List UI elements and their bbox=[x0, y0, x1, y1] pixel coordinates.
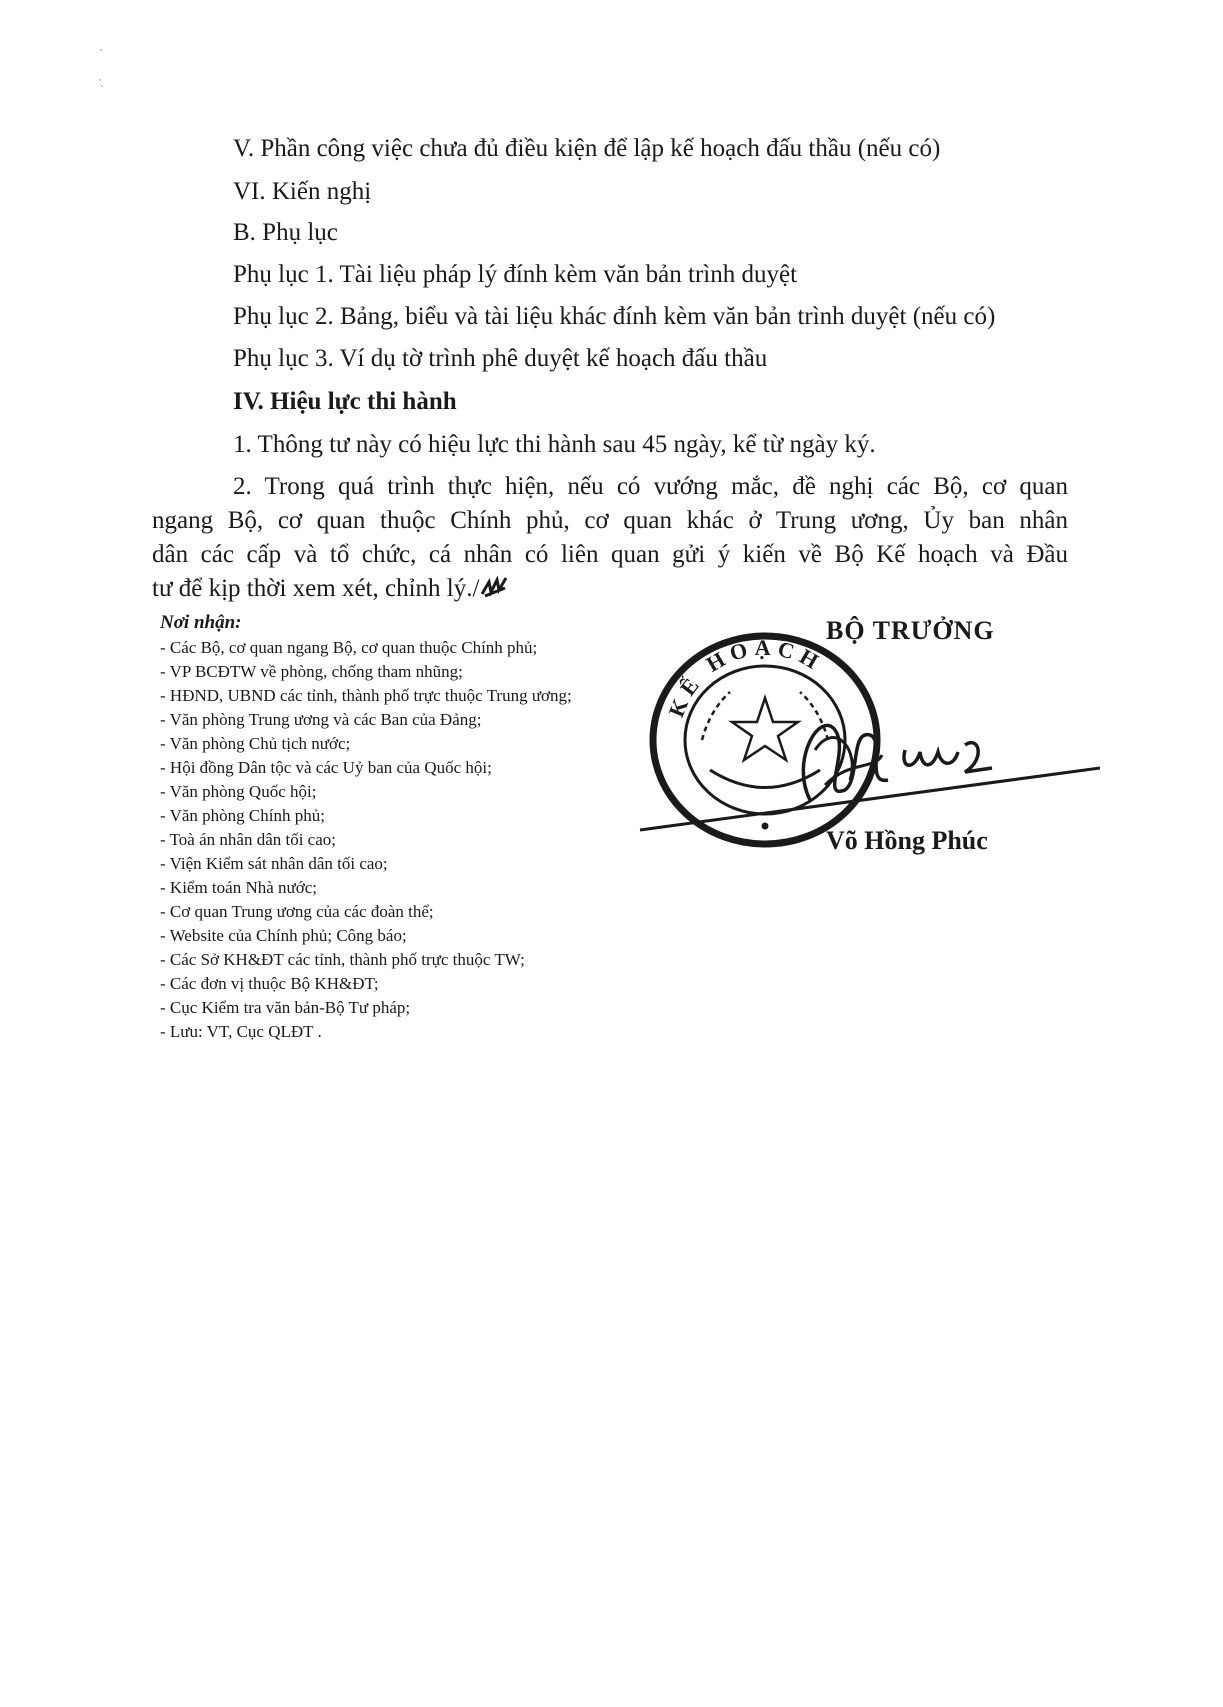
section-iv-heading: IV. Hiệu lực thi hành bbox=[233, 388, 457, 415]
minister-name: Võ Hồng Phúc bbox=[826, 826, 988, 855]
recipient-item: - VP BCĐTW về phòng, chống tham nhũng; bbox=[160, 662, 463, 681]
recipient-item: - Toà án nhân dân tối cao; bbox=[160, 830, 336, 849]
recipient-item: - Lưu: VT, Cục QLĐT . bbox=[160, 1022, 322, 1041]
recipient-item: - Viện Kiểm sát nhân dân tối cao; bbox=[160, 854, 388, 873]
recipient-item: - Kiểm toán Nhà nước; bbox=[160, 878, 317, 897]
clause-2-line-3: dân các cấp và tổ chức, cá nhân có liên quan gửi ý kiến về Bộ Kế hoạch và Đầu bbox=[152, 541, 1068, 568]
scan-specks bbox=[96, 44, 116, 94]
recipient-item: - Văn phòng Chủ tịch nước; bbox=[160, 734, 351, 753]
clause-2-line-4-text: tư để kịp thời xem xét, chỉnh lý./ bbox=[152, 575, 480, 602]
recipient-item: - Hội đồng Dân tộc và các Uỷ ban của Quốc hội; bbox=[160, 758, 492, 777]
signature-mark bbox=[620, 690, 1100, 840]
recipient-item: - Văn phòng Chính phủ; bbox=[160, 806, 325, 825]
section-vi-line: VI. Kiến nghị bbox=[233, 178, 372, 205]
recipient-item: - Website của Chính phủ; Công báo; bbox=[160, 926, 407, 945]
recipient-item: - Văn phòng Trung ương và các Ban của Đảng; bbox=[160, 710, 482, 729]
appendix-1-line: Phụ lục 1. Tài liệu pháp lý đính kèm văn bản trình duyệt bbox=[233, 261, 798, 288]
recipient-item: - Văn phòng Quốc hội; bbox=[160, 782, 317, 801]
clause-1: 1. Thông tư này có hiệu lực thi hành sau 45 ngày, kể từ ngày ký. bbox=[233, 431, 876, 458]
recipient-item: - Cục Kiểm tra văn bản-Bộ Tư pháp; bbox=[160, 998, 411, 1017]
recipient-item: - Các Sở KH&ĐT các tỉnh, thành phố trực thuộc TW; bbox=[160, 950, 525, 969]
initials-mark bbox=[479, 574, 509, 600]
clause-2-line-4 bbox=[152, 574, 509, 604]
recipient-item: - Cơ quan Trung ương của các đoàn thể; bbox=[160, 902, 434, 921]
section-b-line: B. Phụ lục bbox=[233, 219, 338, 246]
recipients-title: Nơi nhận: bbox=[160, 612, 242, 633]
recipients-block bbox=[160, 610, 572, 1044]
recipient-item: - Các Bộ, cơ quan ngang Bộ, cơ quan thuộc Chính phủ; bbox=[160, 638, 538, 657]
seal-text: KẾ HOẠCH bbox=[663, 634, 828, 721]
clause-2-line-1: 2. Trong quá trình thực hiện, nếu có vướng mắc, đề nghị các Bộ, cơ quan bbox=[233, 473, 1068, 500]
recipient-item: - Các đơn vị thuộc Bộ KH&ĐT; bbox=[160, 974, 379, 993]
clause-2-line-2: ngang Bộ, cơ quan thuộc Chính phủ, cơ quan khác ở Trung ương, Ủy ban nhân bbox=[152, 507, 1068, 534]
appendix-3-line: Phụ lục 3. Ví dụ tờ trình phê duyệt kế hoạch đấu thầu bbox=[233, 345, 768, 372]
recipient-item: - HĐND, UBND các tỉnh, thành phố trực thuộc Trung ương; bbox=[160, 686, 572, 705]
section-v-line: V. Phần công việc chưa đủ điều kiện để lập kế hoạch đấu thầu (nếu có) bbox=[233, 135, 941, 162]
appendix-2-line: Phụ lục 2. Bảng, biểu và tài liệu khác đính kèm văn bản trình duyệt (nếu có) bbox=[233, 303, 996, 330]
minister-title: BỘ TRƯỞNG bbox=[826, 616, 995, 645]
